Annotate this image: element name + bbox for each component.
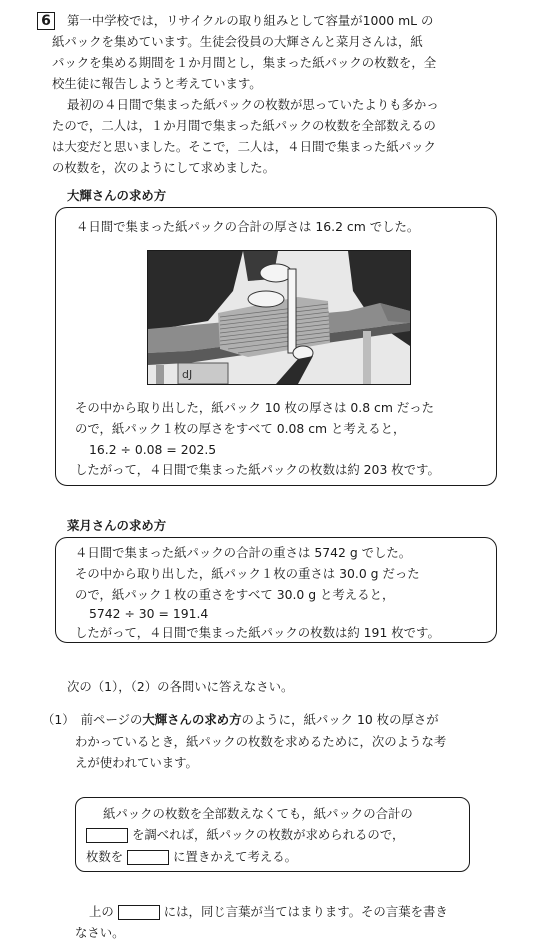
answer-blank-1 [86,828,128,843]
final-post: には，同じ言葉が当てはまります。その言葉を書き [163,904,448,919]
natsuki-line-1: ４日間で集まった紙パックの合計の重さは 5742 g でした。 [75,545,412,560]
idea-line-1: 紙パックの枚数を全部数えなくても，紙パックの合計の [103,806,413,821]
final-line-2: なさい。 [75,925,125,940]
q1-label: （1） [42,712,75,727]
intro-line-7: は大変だと思いました。そこで，二人は，４日間で集まった紙パック [52,139,436,154]
intro-line-3: パックを集める期間を１か月間とし，集まった紙パックの枚数を，全 [52,55,437,70]
daiki-line-3: ので，紙パック１枚の厚さをすべて 0.08 cm と考えると， [75,421,406,436]
instruction: 次の（1），（2）の各問いに答えなさい。 [67,679,294,694]
natsuki-heading: 菜月さんの求め方 [67,518,167,533]
final-line-1 [89,904,448,920]
idea-line-3-pre: 枚数を [86,849,124,864]
problem-number: 6 [37,12,55,30]
q1-line-1 [42,712,439,728]
daiki-formula: 16.2 ÷ 0.08 = 202.5 [89,442,217,457]
q1-line-2: わかっているとき，紙パックの枚数を求めるために，次のような考 [75,734,447,749]
desk-photo-icon [148,251,410,384]
intro-line-2: 紙パックを集めています。生徒会役員の大輝さんと菜月さんは，紙 [52,34,423,49]
daiki-line-1: ４日間で集まった紙パックの合計の厚さは 16.2 cm でした。 [76,219,420,234]
natsuki-line-2: その中から取り出した，紙パック１枚の重さは 30.0 g だった [75,566,420,581]
intro-line-8: の枚数を，次のようにして求めました。 [52,160,276,175]
daiki-heading: 大輝さんの求め方 [67,188,167,203]
daiki-conclusion: したがって，４日間で集まった紙パックの枚数は約 203 枚です。 [75,462,440,477]
q1-method-ref: 大輝さんの求め方 [142,712,242,727]
natsuki-conclusion: したがって，４日間で集まった紙パックの枚数は約 191 枚です。 [75,625,440,640]
idea-line-3-post: に置きかえて考える。 [173,849,298,864]
q1-text-post: のように，紙パック 10 枚の厚さが [241,712,439,727]
final-pre: 上の [89,904,114,919]
answer-blank-ref [118,905,160,920]
idea-line-2 [86,827,404,843]
answer-blank-2 [127,850,169,865]
carton-stack-illustration [147,250,411,385]
q1-text-pre: 前ページの [80,712,143,727]
daiki-line-2: その中から取り出した，紙パック 10 枚の厚さは 0.8 cm だった [75,400,435,415]
intro-line-1: 第一中学校では，リサイクルの取り組みとして容量が1000 mL の [67,13,434,28]
idea-line-2-text: を調べれば，紙パックの枚数が求められるので， [132,827,405,842]
idea-line-3 [86,849,297,865]
intro-line-5: 最初の４日間で集まった紙パックの枚数が思っていたよりも多かっ [67,97,439,112]
intro-line-6: たので，二人は，１か月間で集まった紙パックの枚数を全部数えるの [52,118,436,133]
natsuki-line-3: ので，紙パック１枚の重さをすべて 30.0 g と考えると， [75,587,395,602]
svg-text:dJ: dJ [182,368,193,381]
q1-line-3: えが使われています。 [75,755,198,770]
natsuki-formula: 5742 ÷ 30 = 191.4 [89,606,209,621]
intro-line-4: 校生徒に報告しようと考えています。 [52,76,262,91]
